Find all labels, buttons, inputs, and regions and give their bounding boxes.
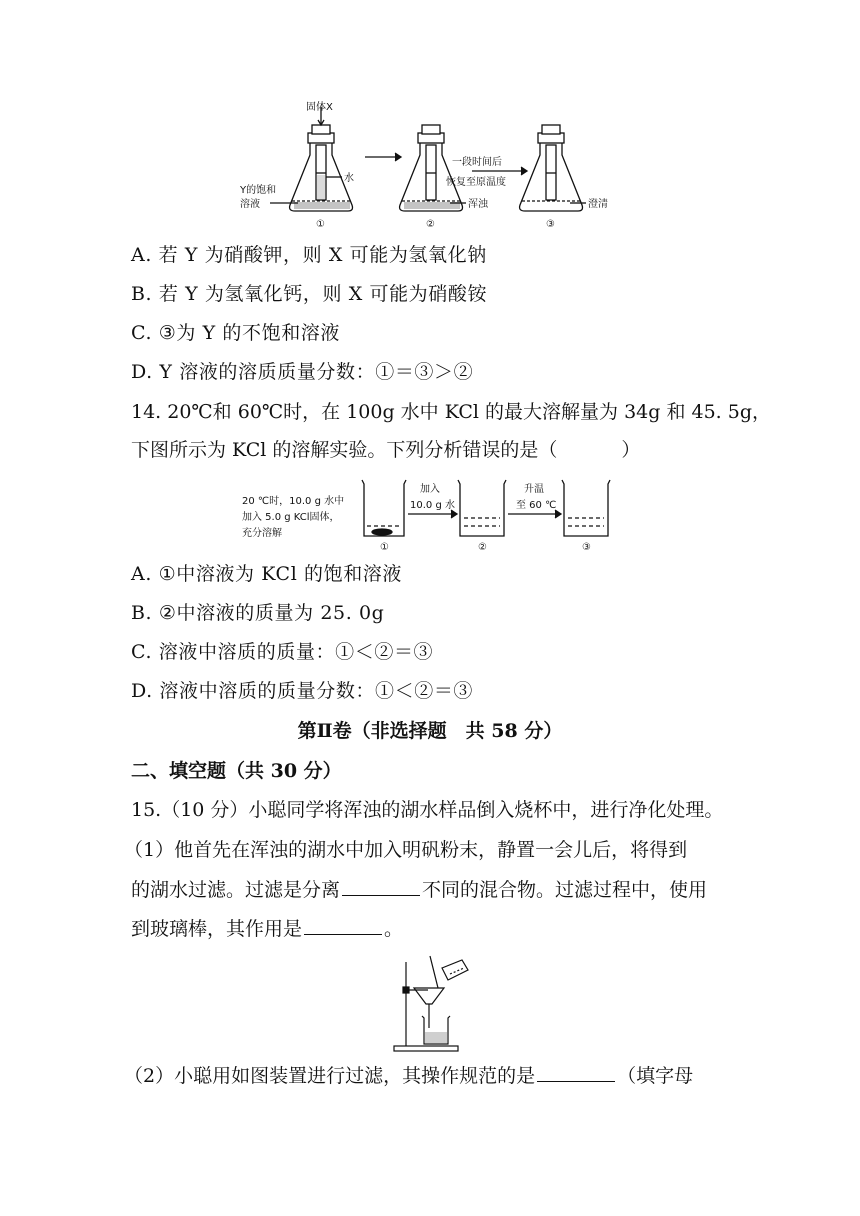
label-clear: 澄清 xyxy=(588,199,608,210)
label-y-saturated: Y的饱和 xyxy=(240,185,277,196)
label-turbid: 浑浊 xyxy=(468,199,488,210)
q14-option-d: D. 溶液中溶质的质量分数：①＜②＝③ xyxy=(131,680,474,702)
q14-stem-text: 下图所示为 KCl 的溶解实验。下列分析错误的是（ xyxy=(131,439,558,461)
beaker-number-1: ① xyxy=(380,542,389,553)
section-heading: 第Ⅱ卷（非选择题 共 58 分） xyxy=(297,720,563,742)
flask-number-3: ③ xyxy=(546,219,555,230)
q15-text-e: （2）小聪用如图装置进行过滤，其操作规范的是 xyxy=(124,1065,536,1087)
label-solution: 溶液 xyxy=(240,199,260,210)
q14-option-b: B. ②中溶液的质量为 25. 0g xyxy=(131,602,385,624)
beaker-number-2: ② xyxy=(478,542,487,553)
filtration-apparatus-figure xyxy=(392,952,474,1052)
beaker-1 xyxy=(362,480,406,536)
label-add: 加入 xyxy=(420,484,440,495)
label-condition-2: 加入 5.0 g KCl固体， xyxy=(242,512,340,523)
q14-option-a: A. ①中溶液为 KCl 的饱和溶液 xyxy=(131,563,403,585)
q15-text-f: （填字母 xyxy=(617,1065,694,1087)
label-condition-3: 充分溶解 xyxy=(242,528,282,539)
label-to-60: 至 60 ℃ xyxy=(516,500,557,511)
part-heading: 二、填空题（共 30 分） xyxy=(131,760,342,782)
q15-text-c: 到玻璃棒，其作用是 xyxy=(131,918,303,940)
q15-text-a: 的湖水过滤。过滤是分离 xyxy=(131,879,341,901)
label-restore-temp: 恢复至原温度 xyxy=(446,177,506,188)
label-heat: 升温 xyxy=(524,484,544,495)
flask-experiment-figure xyxy=(240,95,640,235)
flask-1 xyxy=(270,107,353,211)
beaker-number-3: ③ xyxy=(582,542,591,553)
q14-stem-line1: 14. 20℃和 60℃时，在 100g 水中 KCl 的最大溶解量为 34g 和 45. 5g， xyxy=(131,401,772,423)
label-water: 水 xyxy=(344,173,354,184)
q14-option-c: C. 溶液中溶质的质量：①＜②＝③ xyxy=(131,641,434,663)
flask-number-1: ① xyxy=(316,219,325,230)
q13-option-b: B. 若 Y 为氢氧化钙，则 X 可能为硝酸铵 xyxy=(131,283,488,305)
q14-close-paren: ） xyxy=(621,439,641,461)
q15-part1-line3 xyxy=(131,916,403,942)
beaker-2 xyxy=(458,480,506,536)
flask-number-2: ② xyxy=(426,219,435,230)
label-condition-1: 20 ℃时，10.0 g 水中 xyxy=(242,496,345,507)
q15-text-d: 。 xyxy=(384,918,404,940)
beaker-experiment-figure xyxy=(240,472,620,556)
beaker-3 xyxy=(562,480,610,536)
q13-option-a: A. 若 Y 为硝酸钾，则 X 可能为氢氧化钠 xyxy=(131,244,487,266)
flask-2 xyxy=(400,125,466,211)
answer-blank-3[interactable] xyxy=(537,1063,615,1082)
q13-option-c: C. ③为 Y 的不饱和溶液 xyxy=(131,322,340,344)
q15-text-b: 不同的混合物。过滤过程中，使用 xyxy=(422,879,708,901)
q15-part1-line1: （1）他首先在浑浊的湖水中加入明矾粉末，静置一会儿后，将得到 xyxy=(124,839,688,861)
label-after-time: 一段时间后 xyxy=(452,157,502,168)
q15-part2 xyxy=(124,1063,693,1089)
q13-option-d: D. Y 溶液的溶质质量分数：①＝③＞② xyxy=(131,361,474,383)
q15-part1-line2 xyxy=(131,877,707,903)
q15-stem: 15.（10 分）小聪同学将浑浊的湖水样品倒入烧杯中，进行净化处理。 xyxy=(131,799,724,821)
flask-3 xyxy=(520,125,586,211)
answer-blank-1[interactable] xyxy=(342,877,420,896)
label-add-water: 10.0 g 水 xyxy=(410,500,455,511)
q14-stem-line2 xyxy=(131,437,640,463)
label-solid-x: 固体X xyxy=(306,102,333,113)
answer-blank-2[interactable] xyxy=(304,916,382,935)
